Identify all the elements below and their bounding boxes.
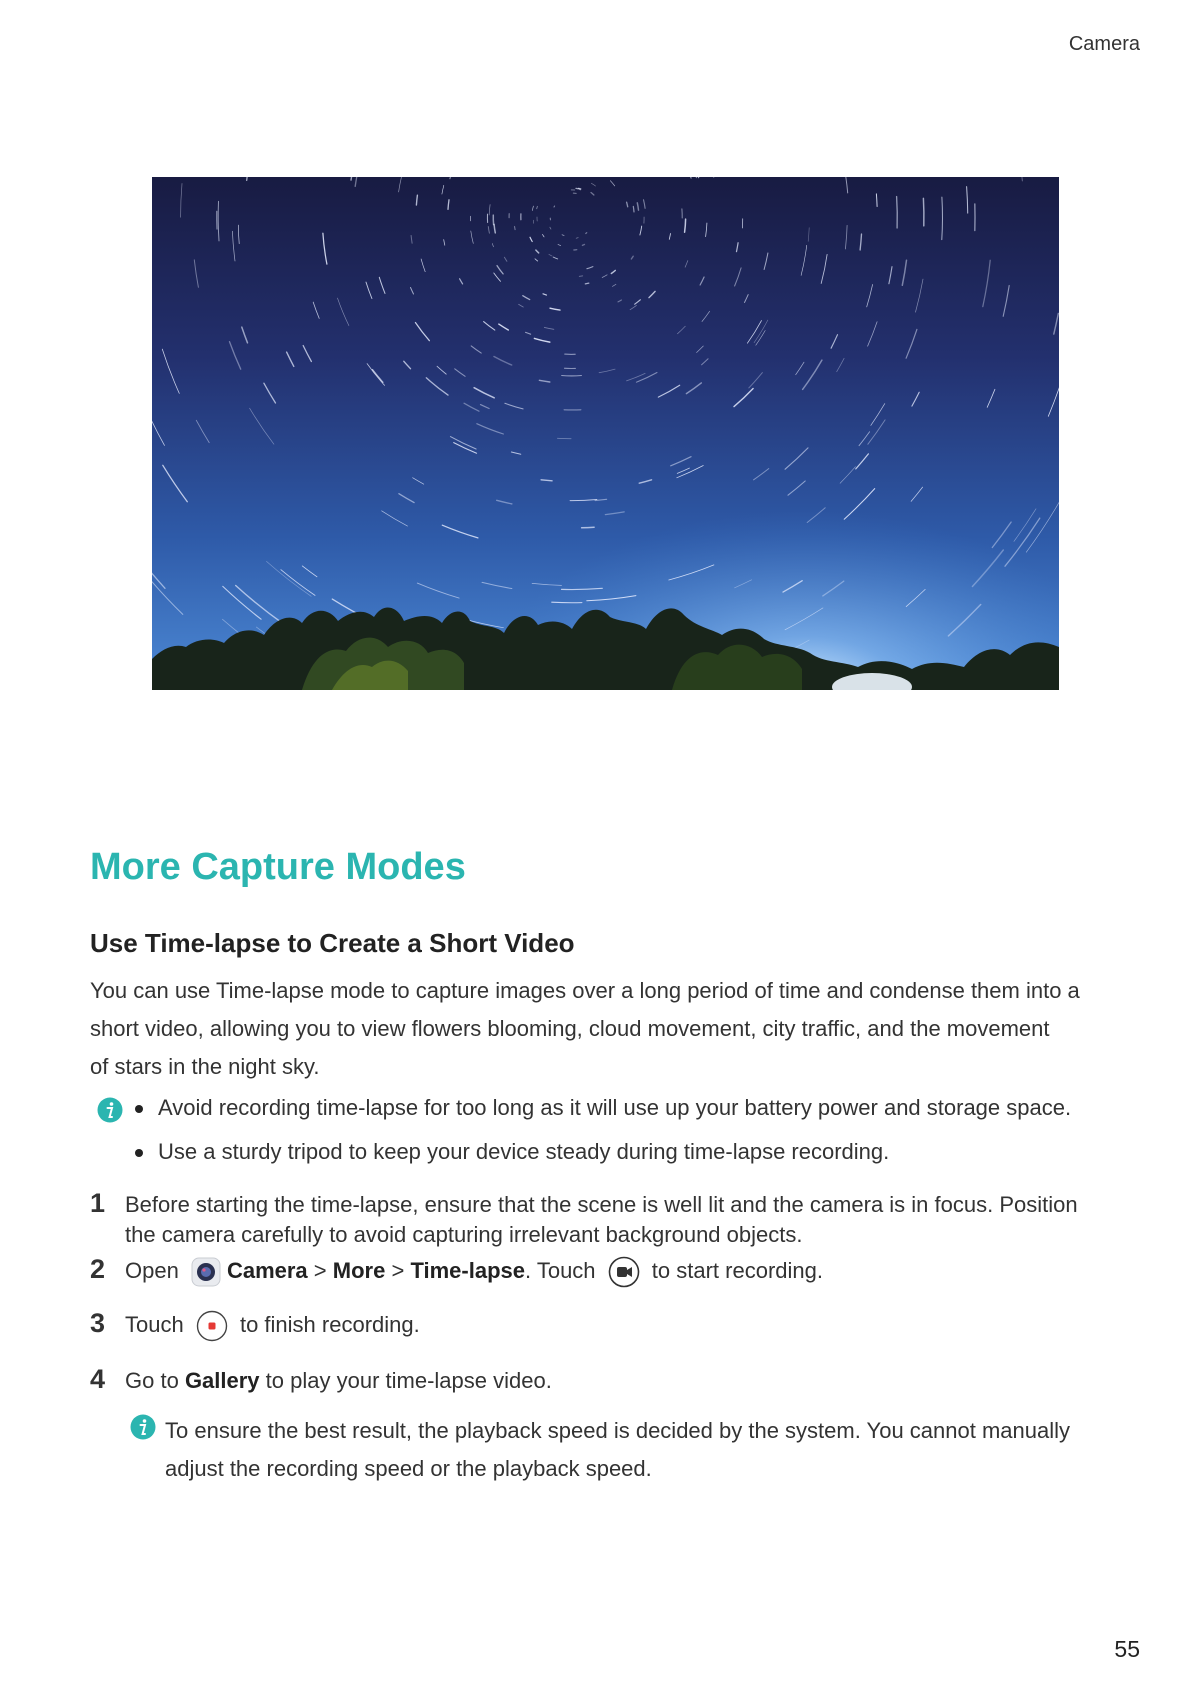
intro-line: You can use Time-lapse mode to capture images over a long period of time and condense them into a xyxy=(90,978,1080,1003)
star-trail xyxy=(583,245,585,246)
step-end-text: to finish recording. xyxy=(239,1312,420,1337)
video-record-icon[interactable] xyxy=(608,1256,640,1288)
info-icon xyxy=(130,1414,156,1440)
tip-item: Avoid recording time-lapse for too long as it will use up your battery power and storage space. xyxy=(132,1094,1071,1122)
star-trail xyxy=(552,602,582,603)
gallery-label: Gallery xyxy=(184,1368,260,1393)
info-icon xyxy=(97,1097,123,1123)
step-text: the camera carefully to avoid capturing irrelevant background objects. xyxy=(125,1222,803,1247)
more-label: More xyxy=(332,1258,386,1283)
step-touch-label: Touch xyxy=(125,1312,184,1337)
star-trail-photo xyxy=(152,177,1059,690)
step-number: 4 xyxy=(90,1364,106,1394)
header-section-label: Camera xyxy=(1068,33,1140,55)
page-title: More Capture Modes xyxy=(90,846,466,888)
star-trail xyxy=(554,206,555,207)
step-open-label: Open xyxy=(125,1258,179,1283)
timelapse-label: Time-lapse xyxy=(410,1258,525,1283)
tip-item: Use a sturdy tripod to keep your device steady during time-lapse recording. xyxy=(132,1138,1071,1166)
note-line: To ensure the best result, the playback speed is decided by the system. You cannot manually xyxy=(165,1418,1070,1443)
step-text: Before starting the time-lapse, ensure that the scene is well lit and the camera is in focus. Position xyxy=(125,1192,1078,1217)
star-trail xyxy=(579,188,581,189)
path-separator: > xyxy=(391,1258,405,1283)
page-number: 55 xyxy=(1114,1636,1140,1662)
star-trail xyxy=(633,206,634,212)
step-text xyxy=(125,1256,823,1288)
step-number: 2 xyxy=(90,1254,106,1284)
camera-app-icon[interactable] xyxy=(191,1257,221,1287)
star-trail xyxy=(579,276,582,277)
step-number: 1 xyxy=(90,1188,106,1218)
tips-list xyxy=(132,1094,1071,1182)
step-text xyxy=(125,1310,420,1342)
star-trail xyxy=(515,227,516,230)
intro-paragraph xyxy=(90,972,1130,1086)
star-trail xyxy=(582,527,595,528)
stop-record-icon[interactable] xyxy=(196,1310,228,1342)
step-end-text: to start recording. xyxy=(651,1258,823,1283)
step-number: 3 xyxy=(90,1308,106,1338)
intro-line: short video, allowing you to view flowers blooming, cloud movement, city traffic, and the movement xyxy=(90,1016,1050,1041)
star-trail xyxy=(923,198,924,226)
step-touch-label: . Touch xyxy=(525,1258,596,1283)
section-title: Use Time-lapse to Create a Short Video xyxy=(90,928,575,958)
intro-line: of stars in the night sky. xyxy=(90,1054,320,1079)
star-trail xyxy=(585,283,589,284)
note-line: adjust the recording speed or the playback speed. xyxy=(165,1456,652,1481)
star-trail xyxy=(576,238,578,239)
step-text xyxy=(125,1366,552,1396)
step-end-text: to play your time-lapse video. xyxy=(265,1368,552,1393)
star-trail xyxy=(897,197,898,229)
step-go-label: Go to xyxy=(125,1368,179,1393)
path-separator: > xyxy=(313,1258,327,1283)
camera-label: Camera xyxy=(226,1258,308,1283)
star-trail xyxy=(586,233,587,234)
note-paragraph xyxy=(165,1412,1115,1488)
